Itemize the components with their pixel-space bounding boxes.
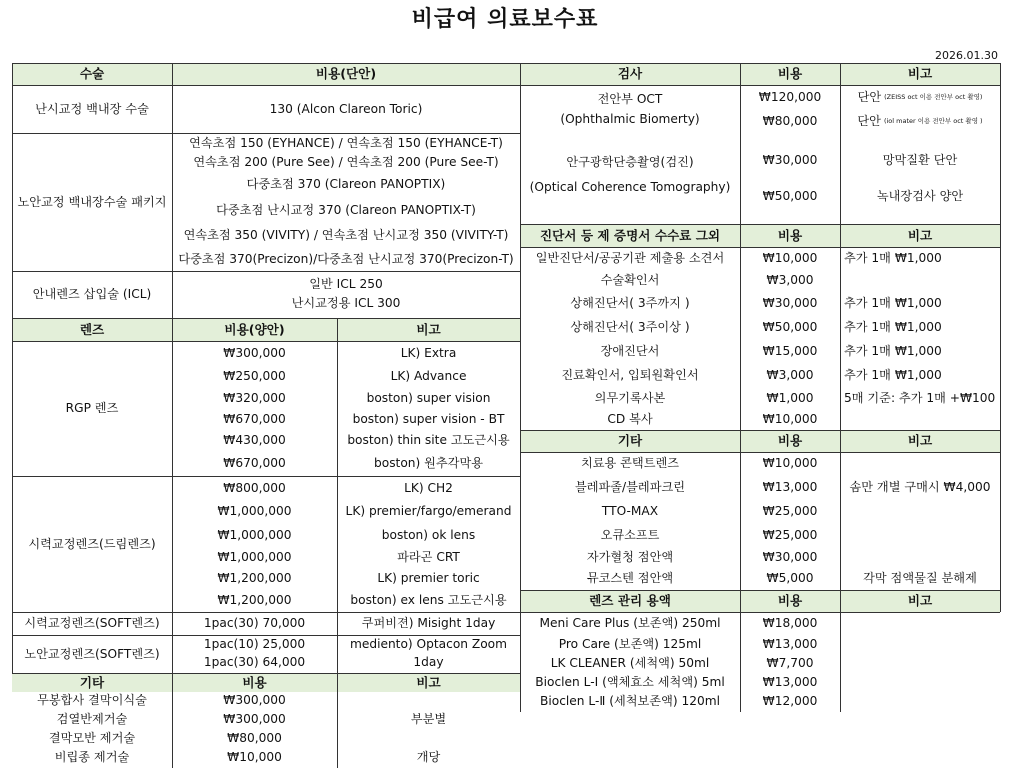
package-option: 다중초점 370(Precizon)/다중초점 난시교정 370(Precizon-T) (178, 251, 514, 266)
cert-name: 의무기록사본 (594, 391, 666, 406)
care-cost: ₩18,000 (762, 616, 818, 631)
misc2-cost: ₩5,000 (766, 571, 814, 586)
lens-cost: ₩320,000 (223, 391, 286, 406)
surgery-name: 노안교정 백내장수술 패키지 (17, 194, 167, 209)
surgery-cost-header: 비용(단안) (172, 63, 520, 85)
lens-note: LK) CH2 (404, 480, 453, 495)
misc2-name: 자가혈청 점안액 (586, 550, 674, 565)
lens-note: boston) super vision - BT (352, 412, 505, 427)
lens-name: 시력교정렌즈(드림렌즈) (28, 536, 156, 551)
grid-line (12, 341, 520, 342)
lens-note-header: 비고 (337, 319, 520, 341)
misc2-name: 오큐소프트 (600, 528, 660, 543)
misc2-note-header: 비고 (840, 430, 1000, 452)
lens-note: boston) super vision (366, 391, 491, 406)
misc-name: 무봉합사 결막이식술 (37, 693, 147, 708)
misc2-note (840, 524, 1000, 548)
misc2-note: 솜만 개별 구매시 ₩4,000 (849, 480, 991, 495)
lens-cost: ₩430,000 (223, 433, 286, 448)
document-date: 2026.01.30 (935, 49, 998, 62)
cert-cost: ₩3,000 (766, 368, 814, 383)
note-main: 단안 (857, 89, 882, 104)
grid-line (520, 430, 1000, 431)
cert-cost: ₩1,000 (766, 391, 814, 406)
misc2-name: 뮤코스텐 점안액 (586, 571, 674, 586)
cert-name: 상해진단서( 3주까지 ) (570, 296, 690, 311)
cert-note: 추가 1매 ₩1,000 (844, 251, 942, 266)
misc2-note: 각막 점액물질 분해제 (863, 571, 977, 586)
grid-line (1000, 63, 1001, 612)
lens-note: mediento) Optacon Zoom (349, 637, 508, 652)
grid-line (337, 674, 338, 768)
lens-name: RGP 렌즈 (65, 401, 119, 416)
lens-cost: 1pac(10) 25,000 (203, 637, 306, 652)
exam-note: 녹내장검사 양안 (876, 189, 964, 204)
grid-line (12, 635, 520, 636)
grid-line (337, 319, 338, 673)
care-cost: ₩13,000 (762, 636, 818, 651)
care-note-header: 비고 (840, 590, 1000, 612)
surgery-name: 안내렌즈 삽입술 (ICL) (32, 287, 152, 302)
grid-line (12, 612, 520, 613)
care-cost: ₩13,000 (762, 674, 818, 689)
cert-cost: ₩50,000 (762, 320, 818, 335)
lens-cost: ₩250,000 (223, 369, 286, 384)
care-name: Bioclen L-Ⅱ (세척보존액) 120ml (539, 694, 720, 709)
surgery-name: 난시교정 백내장 수술 (35, 101, 149, 116)
lens-note: boston) thin site 고도근시용 (347, 433, 510, 448)
care-name: Pro Care (보존액) 125ml (558, 636, 702, 651)
care-name: Bioclen L-Ⅰ (액체효소 세척액) 5ml (535, 674, 725, 689)
grid-line (12, 85, 520, 86)
grid-line (12, 318, 520, 319)
misc2-name: 블레파졸/블레파크린 (574, 480, 686, 495)
certs-header: 진단서 등 제 증명서 수수료 그외 (520, 225, 740, 247)
cert-cost: ₩10,000 (762, 412, 818, 427)
grid-line (520, 63, 1000, 64)
lens-note: LK) Extra (400, 346, 457, 361)
misc-note-header: 비고 (337, 674, 520, 692)
grid-line (172, 674, 173, 768)
lens-cost: ₩670,000 (223, 412, 286, 427)
lens-cost: ₩800,000 (223, 480, 286, 495)
exam-name: (Ophthalmic Biomerty) (560, 112, 700, 127)
misc-note: 부분별 (410, 711, 447, 726)
lens-cost: ₩1,000,000 (217, 504, 292, 519)
misc2-cost: ₩13,000 (762, 480, 818, 495)
package-option: 다중초점 370 (Clareon PANOPTIX) (246, 177, 446, 192)
cert-name: 수술확인서 (600, 273, 660, 288)
exam-cost: ₩50,000 (762, 189, 818, 204)
misc2-note (840, 452, 1000, 476)
certs-cost-header: 비용 (740, 225, 840, 247)
misc-name: 비립종 제거술 (54, 750, 130, 765)
lens-note: LK) premier/fargo/emerand (345, 504, 512, 519)
cert-note (840, 270, 1000, 292)
grid-line (520, 590, 1000, 591)
package-option: 연속초점 350 (VIVITY) / 연속초점 난시교정 350 (VIVITY-T) (183, 228, 509, 243)
lens-cost: 1pac(30) 70,000 (203, 616, 306, 631)
note-detail: (iol mater 이용 전안부 oct 촬영 ) (883, 117, 983, 126)
misc-cost-header: 비용 (172, 674, 337, 692)
cert-note: 추가 1매 ₩1,000 (844, 320, 942, 335)
exam-name: 전안부 OCT (597, 92, 663, 107)
exam-header: 검사 (520, 63, 740, 85)
package-option: 연속초점 200 (Pure See) / 연속초점 200 (Pure See-T) (193, 155, 499, 170)
grid-line (520, 247, 1000, 248)
certs-note-header: 비고 (840, 225, 1000, 247)
grid-line (520, 612, 1000, 613)
lens-note: LK) premier toric (377, 571, 480, 586)
note-detail: (ZEISS oct 이용 전안부 oct 촬영) (884, 93, 983, 102)
lens-cost: ₩1,000,000 (217, 550, 292, 565)
care-header: 렌즈 관리 용액 (520, 590, 740, 612)
surgery-cost: 130 (Alcon Clareon Toric) (269, 101, 423, 116)
grid-line (840, 63, 841, 712)
care-cost: ₩7,700 (766, 655, 814, 670)
grid-line (172, 63, 173, 673)
misc-note: 개당 (416, 750, 441, 765)
lens-cost: 1pac(30) 64,000 (203, 655, 306, 670)
grid-line (12, 271, 520, 272)
misc2-header: 기타 (520, 430, 740, 452)
exam-note: 망막질환 단안 (882, 153, 958, 168)
exam-note (840, 110, 1000, 133)
cert-cost: ₩10,000 (762, 251, 818, 266)
grid-line (12, 673, 520, 674)
care-name: Meni Care Plus (보존액) 250ml (539, 616, 721, 631)
exam-cost: ₩120,000 (758, 89, 822, 104)
grid-line (520, 85, 1000, 86)
care-cost: ₩12,000 (762, 694, 818, 709)
grid-line (12, 63, 13, 673)
cert-cost: ₩30,000 (762, 296, 818, 311)
cert-note: 추가 1매 ₩1,000 (844, 368, 942, 383)
lens-cost: ₩1,200,000 (217, 571, 292, 586)
misc-name: 결막모반 제거술 (48, 730, 136, 745)
grid-line (740, 63, 741, 712)
cert-note: 추가 1매 ₩1,000 (844, 344, 942, 359)
surgery-cost: 일반 ICL 250 (309, 276, 383, 291)
misc2-cost-header: 비용 (740, 430, 840, 452)
grid-line (12, 133, 520, 134)
misc-cost: ₩300,000 (223, 711, 286, 726)
package-option: 연속초점 150 (EYHANCE) / 연속초점 150 (EYHANCE-T) (189, 136, 503, 151)
cert-note (840, 410, 1000, 430)
misc2-cost: ₩30,000 (762, 550, 818, 565)
exam-name: 안구광학단층촬영(검진) (566, 154, 694, 169)
lens-name: 시력교정렌즈(SOFT렌즈) (24, 616, 160, 631)
grid-line (12, 63, 520, 64)
lens-note: 쿠퍼비젼) Misight 1day (361, 616, 496, 631)
care-cost-header: 비용 (740, 590, 840, 612)
cert-note: 5매 기준: 추가 1매 +₩100 (844, 391, 996, 406)
cert-name: 장애진단서 (600, 344, 660, 359)
misc-cost: ₩10,000 (227, 750, 282, 765)
lens-cost: ₩1,000,000 (217, 528, 292, 543)
exam-cost: ₩80,000 (762, 113, 818, 128)
lens-header: 렌즈 (12, 319, 172, 341)
exam-name: (Optical Coherence Tomography) (529, 179, 731, 194)
misc2-name: 치료용 콘택트렌즈 (580, 456, 680, 471)
misc2-cost: ₩25,000 (762, 528, 818, 543)
package-option: 다중초점 난시교정 370 (Clareon PANOPTIX-T) (216, 203, 476, 218)
lens-note: LK) Advance (390, 369, 467, 384)
lens-cost: ₩1,200,000 (217, 593, 292, 608)
grid-line (520, 452, 1000, 453)
lens-note: 파라곤 CRT (397, 550, 460, 565)
cert-name: 일반진단서/공공기관 제출용 소견서 (535, 251, 725, 266)
surgery-cost: 난시교정용 ICL 300 (291, 295, 401, 310)
exam-cost: ₩30,000 (762, 153, 818, 168)
note-main: 단안 (857, 113, 881, 128)
misc2-note (840, 548, 1000, 568)
exam-note-header: 비고 (840, 63, 1000, 85)
misc2-cost: ₩25,000 (762, 504, 818, 519)
misc-header: 기타 (12, 674, 172, 692)
cert-name: 진료확인서, 입퇴원확인서 (561, 368, 699, 383)
misc2-note (840, 500, 1000, 524)
grid-line (12, 476, 520, 477)
lens-note: 1day (413, 655, 444, 670)
lens-cost: ₩670,000 (223, 456, 286, 471)
surgery-header: 수술 (12, 63, 172, 85)
cert-name: 상해진단서( 3주이상 ) (570, 320, 690, 335)
misc-note (337, 692, 520, 710)
care-name: LK CLEANER (세척액) 50ml (550, 655, 710, 670)
lens-note: boston) ex lens 고도근시용 (350, 593, 507, 608)
lens-cost: ₩300,000 (223, 346, 286, 361)
page-title: 비급여 의료보수표 (411, 7, 599, 32)
grid-line (520, 63, 521, 712)
cert-cost: ₩3,000 (766, 273, 814, 288)
cert-cost: ₩15,000 (762, 344, 818, 359)
misc-note (337, 729, 520, 748)
misc2-cost: ₩10,000 (762, 456, 818, 471)
lens-cost-header: 비용(양안) (172, 319, 337, 341)
lens-note: boston) ok lens (381, 528, 476, 543)
misc-name: 검열반제거술 (56, 711, 128, 726)
lens-note: boston) 원추각막용 (374, 456, 483, 471)
exam-note (840, 86, 1000, 109)
cert-name: CD 복사 (607, 412, 653, 427)
exam-cost-header: 비용 (740, 63, 840, 85)
misc-cost: ₩80,000 (227, 730, 282, 745)
grid-line (520, 224, 1000, 225)
lens-name: 노안교정렌즈(SOFT렌즈) (24, 646, 160, 661)
cert-note: 추가 1매 ₩1,000 (844, 296, 942, 311)
misc2-name: TTO-MAX (601, 504, 659, 519)
misc-cost: ₩300,000 (223, 693, 286, 708)
